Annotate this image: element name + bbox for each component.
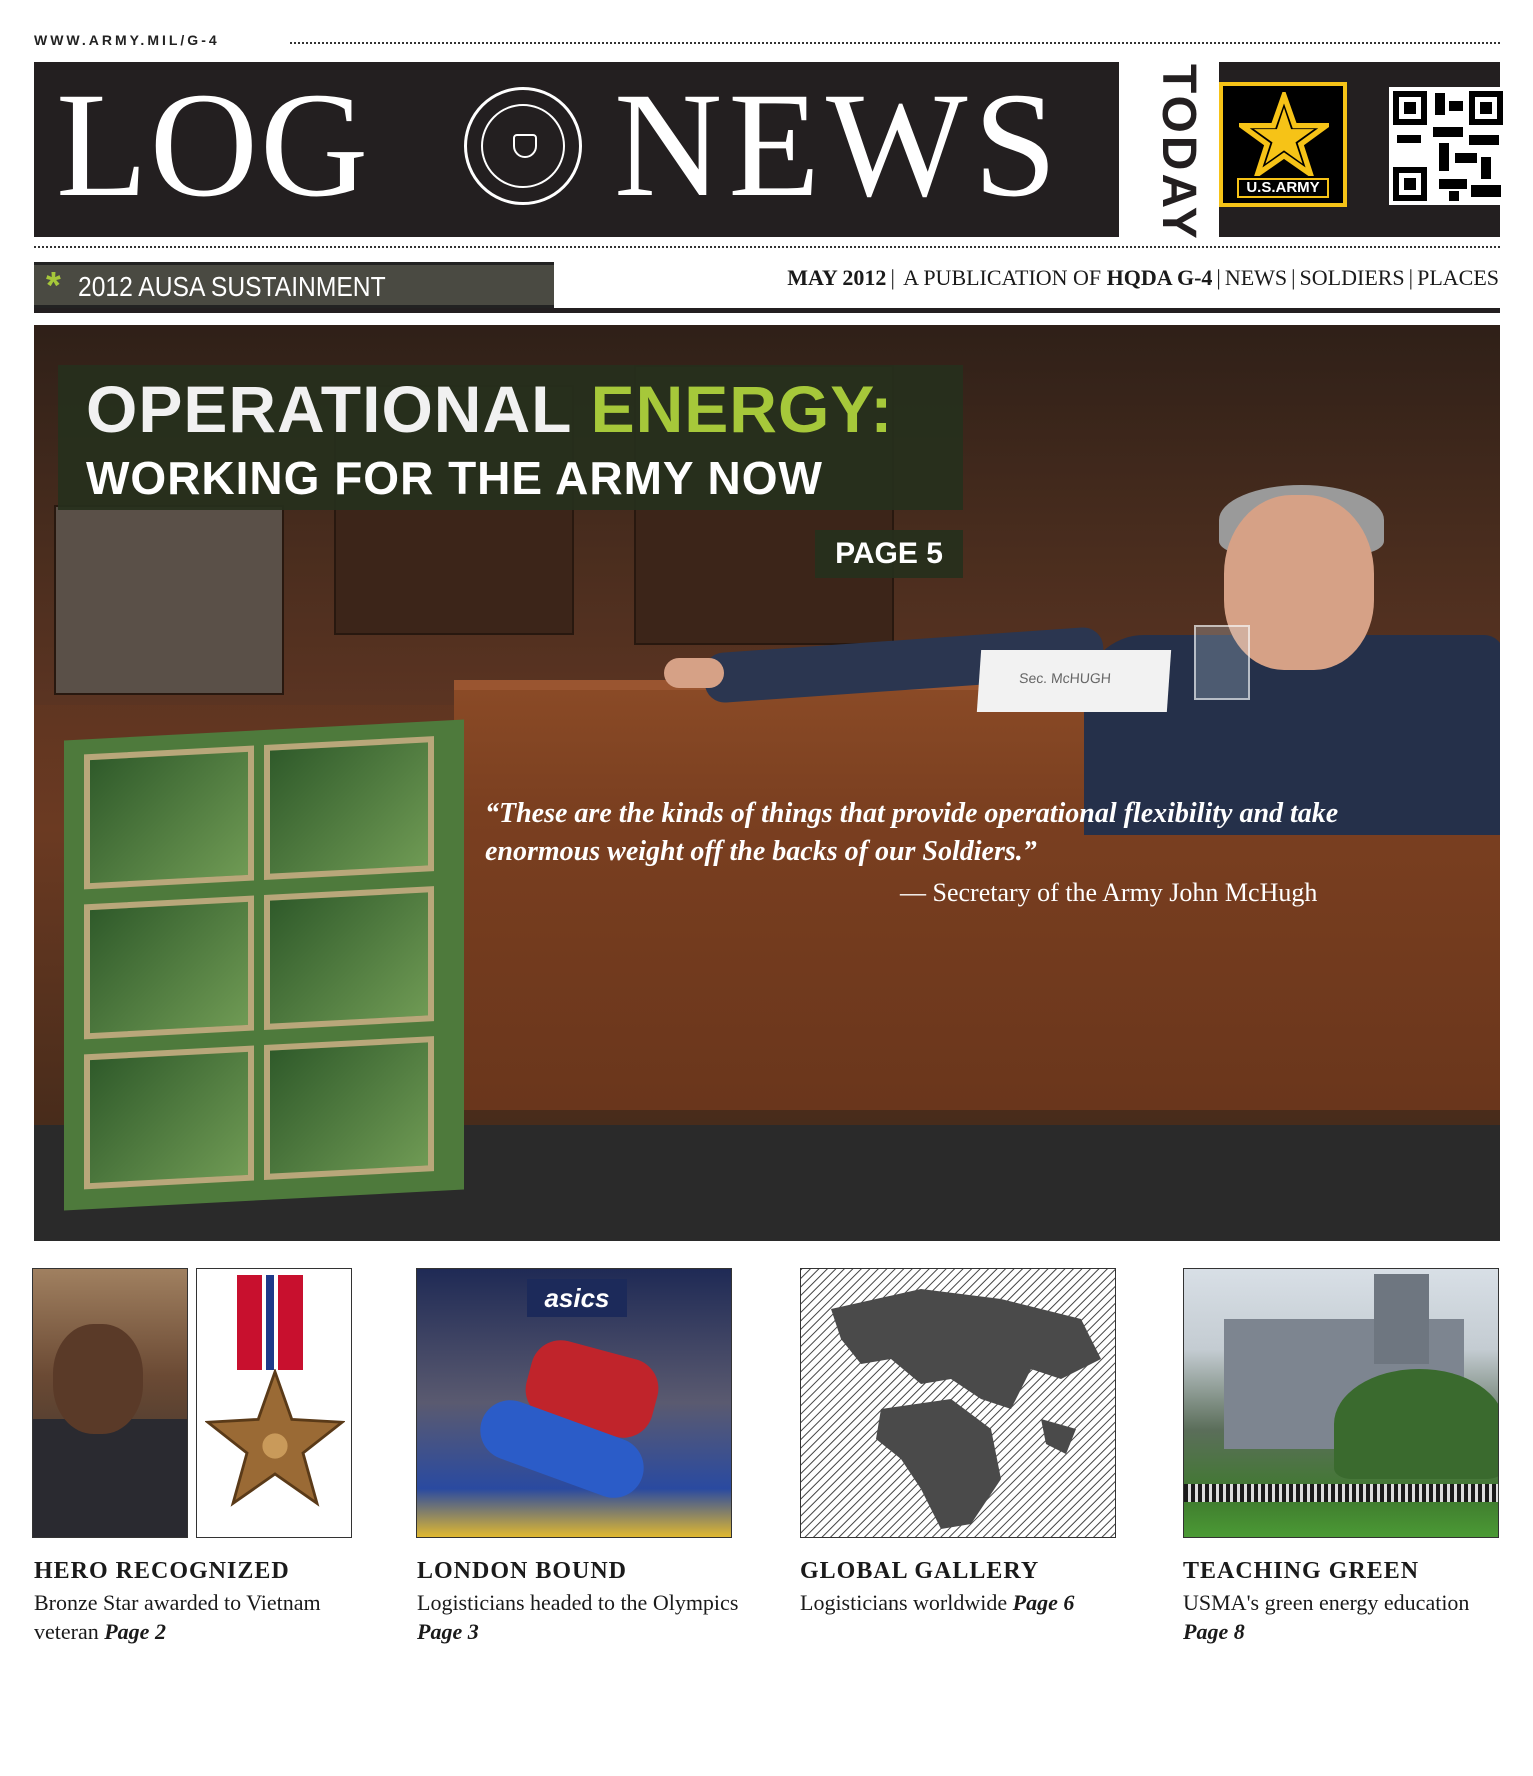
display-case xyxy=(54,505,284,695)
story-body: Bronze Star awarded to Vietnam veteran xyxy=(34,1589,321,1645)
story-summary xyxy=(417,1588,747,1647)
symposium-banner[interactable] xyxy=(34,262,554,308)
headline-white: OPERATIONAL xyxy=(86,372,572,446)
qr-finder-bl xyxy=(1393,167,1427,201)
headline-box[interactable] xyxy=(58,365,963,510)
story-title: HERO RECOGNIZED xyxy=(34,1558,290,1584)
story-london-bound[interactable] xyxy=(417,1557,747,1647)
solar-cell xyxy=(264,886,434,1030)
qr-module xyxy=(1433,127,1463,137)
headline-main xyxy=(86,373,893,446)
story-teaching-green[interactable] xyxy=(1183,1557,1513,1647)
veteran-face xyxy=(53,1324,143,1434)
solar-cell xyxy=(84,1046,254,1190)
sponsor-banner: asics xyxy=(527,1279,627,1317)
masthead-title-today: TODAY xyxy=(1152,64,1205,242)
seal-inner-ring xyxy=(481,104,565,188)
top-dotted-rule xyxy=(290,42,1500,44)
masthead-title-log: LOG xyxy=(56,62,371,228)
separator: | xyxy=(1216,265,1221,290)
qr-finder-tl xyxy=(1393,91,1427,125)
army-star-icon xyxy=(1239,92,1329,176)
london-bound-photo[interactable] xyxy=(416,1268,732,1538)
masthead-title-news: NEWS xyxy=(614,62,1063,228)
solar-cell xyxy=(84,896,254,1040)
qr-finder-tr xyxy=(1469,91,1503,125)
story-hero-recognized[interactable] xyxy=(34,1557,364,1647)
academy-tower xyxy=(1374,1274,1429,1364)
veteran-jacket xyxy=(33,1419,188,1538)
story-global-gallery[interactable] xyxy=(800,1557,1130,1617)
quote-attribution: — Secretary of the Army John McHugh xyxy=(900,878,1318,907)
separator: | xyxy=(1408,265,1414,290)
bronze-star-icon xyxy=(205,1369,345,1509)
separator: | xyxy=(1291,265,1296,290)
qr-module xyxy=(1469,135,1499,145)
story-title: LONDON BOUND xyxy=(417,1558,628,1584)
story-body: Logisticians headed to the Olympics xyxy=(417,1589,739,1615)
trees xyxy=(1334,1369,1499,1479)
publication-org: HQDA G-4 xyxy=(1106,265,1213,290)
qr-module xyxy=(1439,179,1467,189)
story-body: USMA's green energy education xyxy=(1183,1589,1470,1615)
qr-module xyxy=(1455,153,1477,163)
story-page-ref[interactable]: Page 3 xyxy=(417,1619,479,1645)
story-title: GLOBAL GALLERY xyxy=(800,1558,1040,1584)
section-places[interactable]: PLACES xyxy=(1417,265,1499,290)
pointing-hand xyxy=(664,658,724,688)
site-url[interactable]: WWW.ARMY.MIL/G-4 xyxy=(34,32,220,48)
headline-sub: WORKING FOR THE ARMY NOW xyxy=(86,452,823,504)
cadet-formation xyxy=(1184,1484,1499,1502)
qr-module xyxy=(1397,135,1421,143)
publication-prefix: A PUBLICATION OF xyxy=(903,265,1102,290)
masthead-dotted-rule xyxy=(34,246,1500,248)
teaching-green-photo[interactable] xyxy=(1183,1268,1499,1538)
army-logo-text: U.S.ARMY xyxy=(1237,178,1329,198)
solar-cell xyxy=(264,1036,434,1180)
eagle-crest-icon xyxy=(513,134,537,158)
bronze-star-photo[interactable] xyxy=(196,1268,352,1538)
qr-module xyxy=(1481,157,1491,179)
banner-label: 2012 AUSA SUSTAINMENT xyxy=(78,271,386,302)
pull-quote: “These are the kinds of things that provide operational flexibility and take enormous weight off the backs of our Soldiers.” xyxy=(485,798,1339,867)
page-5-link[interactable]: PAGE 5 xyxy=(815,530,963,578)
global-gallery-map[interactable] xyxy=(800,1268,1116,1538)
story-summary xyxy=(1183,1588,1513,1647)
hero-recognized-photo[interactable] xyxy=(32,1268,188,1538)
headline-accent: ENERGY: xyxy=(590,372,894,446)
story-summary xyxy=(34,1588,364,1647)
story-body: Logisticians worldwide xyxy=(800,1589,1008,1615)
qr-code-icon[interactable] xyxy=(1389,87,1507,205)
issue-date: MAY 2012 xyxy=(787,265,887,290)
banner-star-icon: * xyxy=(46,265,61,307)
nameplate xyxy=(977,650,1171,712)
nameplate-text: Sec. McHUGH xyxy=(1018,670,1112,686)
story-page-ref[interactable]: Page 2 xyxy=(104,1619,166,1645)
qr-module xyxy=(1435,93,1445,115)
separator: | xyxy=(890,265,895,290)
qr-module xyxy=(1449,191,1459,201)
story-summary xyxy=(800,1588,1130,1618)
story-title: TEACHING GREEN xyxy=(1183,1558,1420,1584)
story-page-ref[interactable]: Page 8 xyxy=(1183,1619,1245,1645)
world-map-icon xyxy=(801,1269,1116,1538)
publication-info xyxy=(787,265,1499,291)
section-news[interactable]: NEWS xyxy=(1224,265,1288,290)
solar-cell xyxy=(84,746,254,890)
qr-module xyxy=(1471,185,1501,197)
masthead xyxy=(34,62,1500,242)
us-army-logo[interactable] xyxy=(1219,82,1347,207)
solar-panel-mat xyxy=(64,720,464,1211)
g4-seal-icon xyxy=(464,87,582,205)
solar-cell xyxy=(264,736,434,880)
header-rule xyxy=(34,308,1500,313)
water-glass xyxy=(1194,625,1250,700)
story-page-ref[interactable]: Page 6 xyxy=(1012,1589,1075,1615)
qr-module xyxy=(1449,101,1463,111)
qr-module xyxy=(1439,143,1449,171)
section-soldiers[interactable]: SOLDIERS xyxy=(1299,265,1405,290)
medal-ribbon xyxy=(237,1275,303,1370)
